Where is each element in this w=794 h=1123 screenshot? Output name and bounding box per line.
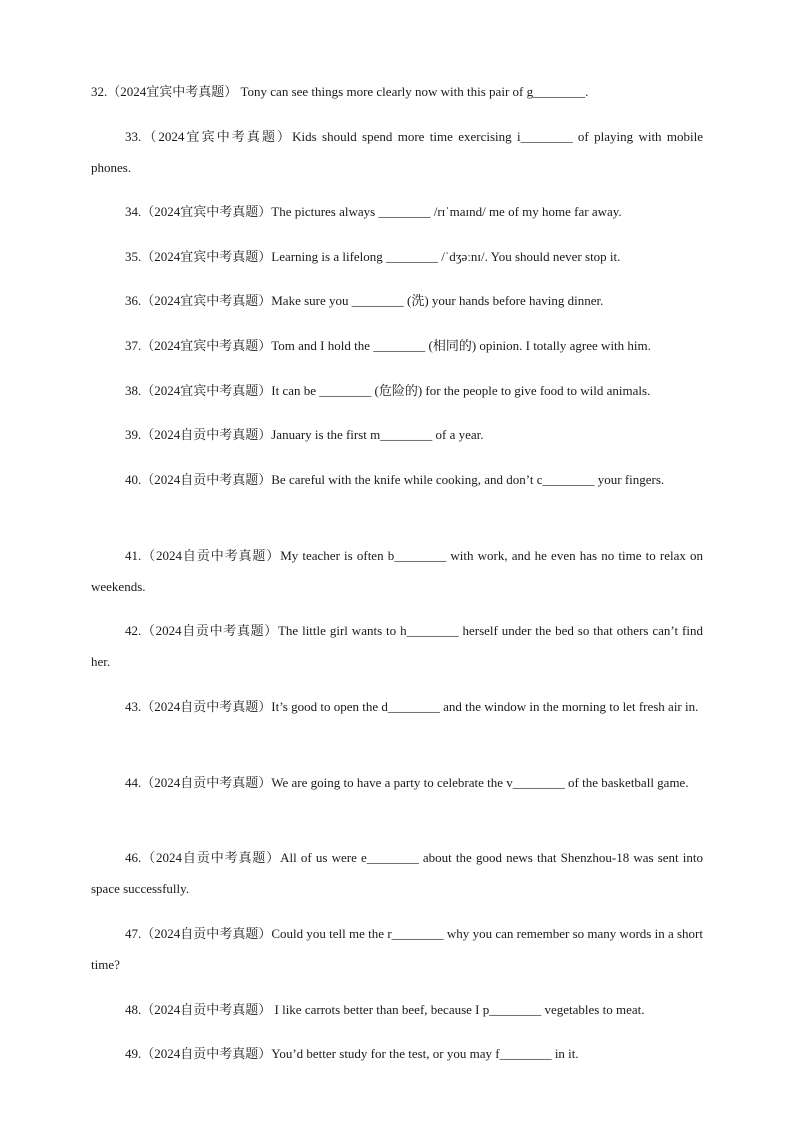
question-38: [91, 375, 703, 406]
question-number: 48.: [125, 1002, 142, 1017]
question-47: [91, 918, 703, 980]
question-text: （2024自贡中考真题） I like carrots better than beef, because I p________ vegetables to meat.: [141, 1002, 645, 1017]
question-32: [91, 76, 703, 107]
question-text: （2024宜宾中考真题）The pictures always ________ /rɪˈmaɪnd/ me of my home far away.: [141, 204, 622, 219]
question-text: （2024宜宾中考真题）Kids should spend more time exercising i________ of playing with mobile phones.: [91, 129, 703, 175]
question-37: [91, 330, 703, 361]
question-number: 34.: [125, 204, 142, 219]
question-number: 49.: [125, 1046, 142, 1061]
question-40: [91, 464, 703, 495]
question-text: （2024自贡中考真题）It’s good to open the d________ and the window in the morning to let fresh air in.: [141, 699, 699, 714]
question-text: （2024自贡中考真题）My teacher is often b________ with work, and he even has no time to relax on weekends.: [91, 548, 703, 594]
question-text: （2024宜宾中考真题）Learning is a lifelong ________ /ˈdʒəːnɪ/. You should never stop it.: [141, 249, 621, 264]
question-number: 41.: [125, 548, 142, 563]
question-number: 42.: [125, 623, 142, 638]
question-number: 43.: [125, 699, 142, 714]
question-34: [91, 196, 703, 227]
question-46: [91, 842, 703, 904]
question-number: 39.: [125, 427, 142, 442]
question-number: 36.: [125, 293, 142, 308]
question-49: [91, 1038, 703, 1069]
question-text: （2024自贡中考真题）Could you tell me the r________ why you can remember so many words in a short time?: [91, 926, 703, 972]
question-text: （2024自贡中考真题）All of us were e________ about the good news that Shenzhou-18 was sent into space successfully.: [91, 850, 703, 896]
question-number: 32.: [91, 84, 108, 99]
question-33: [91, 121, 703, 183]
question-text: （2024自贡中考真题）Be careful with the knife while cooking, and don’t c________ your fingers.: [141, 472, 665, 487]
question-number: 40.: [125, 472, 142, 487]
question-number: 46.: [125, 850, 142, 865]
question-number: 47.: [125, 926, 142, 941]
question-text: （2024宜宾中考真题） Tony can see things more clearly now with this pair of g________.: [107, 84, 589, 99]
question-43: [91, 691, 703, 722]
question-number: 38.: [125, 383, 142, 398]
question-number: 37.: [125, 338, 142, 353]
question-42: [91, 615, 703, 677]
question-text: （2024自贡中考真题）January is the first m________ of a year.: [141, 427, 484, 442]
question-48: [91, 994, 703, 1025]
question-44: [91, 767, 703, 798]
question-number: 35.: [125, 249, 142, 264]
question-35: [91, 241, 703, 272]
question-text: （2024自贡中考真题）We are going to have a party to celebrate the v________ of the basketball game.: [141, 775, 689, 790]
question-36: [91, 285, 703, 316]
question-41: [91, 540, 703, 602]
question-number: 33.: [125, 129, 142, 144]
question-text: （2024宜宾中考真题）It can be ________ (危险的) for the people to give food to wild animals.: [141, 383, 651, 398]
question-39: [91, 419, 703, 450]
question-text: （2024自贡中考真题）The little girl wants to h________ herself under the bed so that others can’t find her.: [91, 623, 703, 669]
question-text: （2024自贡中考真题）You’d better study for the test, or you may f________ in it.: [141, 1046, 579, 1061]
question-text: （2024宜宾中考真题）Make sure you ________ (洗) your hands before having dinner.: [141, 293, 604, 308]
question-number: 44.: [125, 775, 142, 790]
question-text: （2024宜宾中考真题）Tom and I hold the ________ (相同的) opinion. I totally agree with him.: [141, 338, 651, 353]
